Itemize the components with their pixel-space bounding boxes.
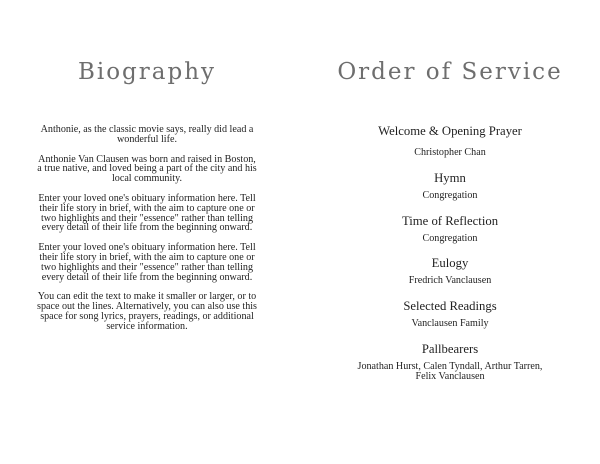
service-item-title: Selected Readings <box>403 299 497 314</box>
service-item-participant: Vanclausen Family <box>411 318 489 330</box>
service-item-title: Hymn <box>434 170 466 185</box>
service-item-participant: Congregation <box>422 189 478 201</box>
service-item-title: Pallbearers <box>421 341 479 356</box>
service-item-title: Time of Reflection <box>401 213 499 228</box>
service-item <box>336 299 564 329</box>
biography-paragraph: Anthonie Van Clausen was born and raised in Boston, a true native, and loved being a part of the city and his local community. <box>37 153 257 185</box>
service-item <box>336 124 564 158</box>
service-list <box>336 124 564 382</box>
biography-paragraph: Enter your loved one's obituary information here. Tell their life story in brief, with the aim to capture one or two highlights and their "essence" rather than telling every detail of their life from the beginning onward. <box>38 192 256 234</box>
service-item <box>336 342 564 382</box>
service-item-title: Welcome & Opening Prayer <box>378 124 522 138</box>
biography-paragraph: You can edit the text to make it smaller or larger, or to space out the lines. Alternatively, you can also use this space for song lyrics, prayers, readings, or additional service information. <box>37 291 257 332</box>
service-item-participant: Fredrich Vanclausen <box>408 275 492 287</box>
service-item <box>336 171 564 201</box>
biography-text <box>36 125 258 342</box>
service-item-participant: Christopher Chan <box>414 147 486 158</box>
biography-heading: Biography <box>77 59 217 85</box>
order-of-service-heading: Order of Service <box>337 59 563 85</box>
service-item <box>336 256 564 286</box>
biography-paragraph: Anthonie, as the classic movie says, really did lead a wonderful life. <box>40 124 254 145</box>
service-item-title: Eulogy <box>431 256 469 271</box>
biography-paragraph: Enter your loved one's obituary information here. Tell their life story in brief, with the aim to capture one or two highlights and their "essence" rather than telling every detail of their life from the beginning onward. <box>38 242 256 283</box>
service-item <box>336 214 564 244</box>
service-item-participant: Jonathan Hurst, Calen Tyndall, Arthur Tarren, Felix Vanclausen <box>357 360 543 382</box>
service-item-participant: Congregation <box>422 232 478 244</box>
